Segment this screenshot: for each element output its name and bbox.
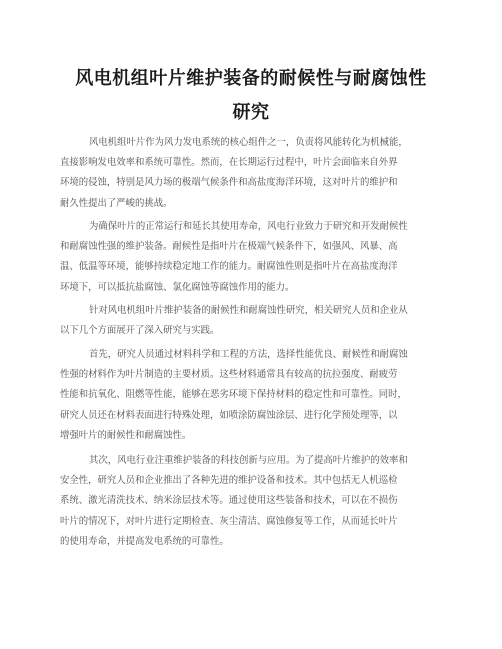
paragraph-line: 安全性，研究人员和企业推出了各种先进的维护设备和技术。其中包括无人机巡检 (60, 475, 398, 487)
paragraph-line: 增强叶片的耐候性和耐腐蚀性。 (60, 429, 192, 441)
paragraph-research-overview (60, 301, 450, 341)
paragraph-line: 性强的材料作为叶片制造的主要材质。这些材料通常具有较高的抗拉强度、耐疲劳 (60, 369, 398, 381)
document-title-continued: 研究 (232, 102, 270, 123)
paragraph-line: 其次，风电行业注重维护装备的科技创新与应用。为了提高叶片维护的效率和 (89, 455, 408, 466)
paragraph-line: 针对风电机组叶片维护装备的耐候性和耐腐蚀性研究，相关研究人员和企业从 (89, 305, 408, 316)
paragraph-line: 环境下，可以抵抗盐腐蚀、氯化腐蚀等腐蚀作用的能力。 (60, 281, 295, 293)
paragraph-technology (60, 451, 450, 552)
paragraph-line: 环境的侵蚀，特别是风力场的极端气候条件和高盐度海洋环境，这对叶片的维护和 (60, 177, 398, 189)
paragraph-line: 叶片的情况下，对叶片进行定期检查、灰尘清洁、腐蚀修复等工作，从而延长叶片 (60, 515, 398, 527)
paragraph-intro (60, 133, 450, 214)
paragraph-line: 为确保叶片的正常运行和延长其使用寿命，风电行业致力于研究和开发耐候性 (89, 221, 408, 232)
paragraph-line: 耐久性提出了严峻的挑战。 (60, 197, 173, 209)
paragraph-line: 风电机组叶片作为风力发电系统的核心组件之一，负责将风能转化为机械能， (89, 137, 408, 148)
paragraph-line: 性能和抗氧化、阻燃等性能，能够在恶劣环境下保持材料的稳定性和可靠性。同时， (60, 389, 407, 401)
paragraph-materials (60, 345, 450, 446)
paragraph-line: 和耐腐蚀性强的维护装备。耐候性是指叶片在极端气候条件下，如强风、风暴、高 (60, 241, 398, 253)
paragraph-line: 系统、激光清洗技术、纳米涂层技术等。通过使用这些装备和技术，可以在不损伤 (60, 495, 398, 507)
paragraph-weather-resistance (60, 217, 450, 298)
paragraph-line: 以下几个方面展开了深入研究与实践。 (60, 325, 220, 337)
paragraph-line: 的使用寿命，并提高发电系统的可靠性。 (60, 535, 229, 547)
paragraph-line: 首先，研究人员通过材料科学和工程的方法，选择性能优良、耐候性和耐腐蚀 (89, 349, 408, 360)
paragraph-line: 温、低温等环境，能够持续稳定地工作的能力。耐腐蚀性则是指叶片在高盐度海洋 (60, 261, 398, 273)
paragraph-line: 直接影响发电效率和系统可靠性。然而，在长期运行过程中，叶片会面临来自外界 (60, 157, 398, 169)
document-title: 风电机组叶片维护装备的耐候性与耐腐蚀性 (75, 68, 427, 89)
paragraph-line: 研究人员还在材料表面进行特殊处理，如喷涂防腐蚀涂层、进行化学预处理等，以 (60, 409, 398, 421)
